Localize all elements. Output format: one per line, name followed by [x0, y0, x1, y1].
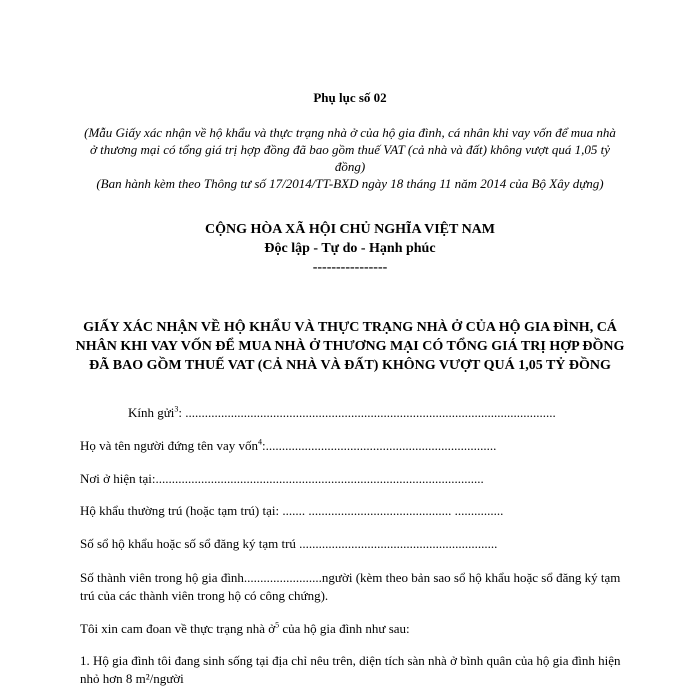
issued-with-note: (Ban hành kèm theo Thông tư số 17/2014/TT-BXD ngày 18 tháng 11 năm 2014 của Bộ Xây dựng) [96, 176, 604, 191]
borrower-footnote: 4 [258, 437, 263, 447]
borrower-line [80, 437, 496, 455]
national-title: CỘNG HÒA XÃ HỘI CHỦ NGHĨA VIỆT NAM [204, 222, 495, 237]
appendix-title: Phụ lục số 02 [313, 90, 387, 105]
recipient-label: Kính gửi [128, 405, 175, 420]
document-title: GIẤY XÁC NHẬN VỀ HỘ KHẨU VÀ THỰC TRẠNG NHÀ Ở CỦA HỘ GIA ĐÌNH, CÁ NHÂN KHI VAY VỐN ĐỂ MUA NHÀ Ở THƯƠNG MẠI CÓ TỔNG GIÁ TRỊ HỢP ĐỒNG ĐÃ BAO GỒM THUẾ VAT (CẢ NHÀ VÀ ĐẤT) KHÔNG VƯỢT QUÁ 1,05 TỶ ĐỒNG [75, 320, 625, 373]
separator: ---------------- [312, 260, 388, 275]
book-number-line: Số sổ hộ khẩu hoặc số sổ đăng ký tạm trú ............................................................. [80, 536, 498, 551]
commitment-text-end: của hộ gia đình như sau: [279, 621, 410, 636]
commitment-text: Tôi xin cam đoan về thực trạng nhà ở [80, 621, 276, 636]
borrower-dots: :....................................................................... [262, 438, 497, 453]
recipient-line [128, 404, 556, 422]
form-description: (Mẫu Giấy xác nhận về hộ khẩu và thực trạng nhà ở của hộ gia đình, cá nhân khi vay vốn để mua nhà ở thương mại có tổng giá trị hợp đồng đã bao gồm thuế VAT (cả nhà và đất) không vượt quá 1,05 tỷ đồng) [84, 125, 616, 174]
commitment-footnote: 5 [275, 620, 280, 630]
borrower-label: Họ và tên người đứng tên vay vốn [80, 438, 259, 453]
national-header [0, 220, 700, 277]
recipient-footnote: 3 [174, 404, 179, 414]
members-paragraph: Số thành viên trong hộ gia đình........................người (kèm theo bản sao sổ hộ khẩu hoặc sổ đăng ký tạm trú của các thành viên trong hộ có công chứng). [80, 570, 621, 603]
commitment-line [80, 620, 410, 638]
recipient-dots: : .................................................................................................................. [178, 405, 556, 420]
motto: Độc lập - Tự do - Hạnh phúc [264, 241, 436, 256]
household-line: Hộ khẩu thường trú (hoặc tạm trú) tại: ....... ............................................ ............... [80, 503, 504, 518]
item-1-paragraph: 1. Hộ gia đình tôi đang sinh sống tại địa chỉ nêu trên, diện tích sàn nhà ở bình quân của hộ gia đình hiện nhỏ hơn 8 m²/người [80, 653, 621, 686]
residence-line: Nơi ở hiện tại:..................................................................................................... [80, 471, 484, 486]
